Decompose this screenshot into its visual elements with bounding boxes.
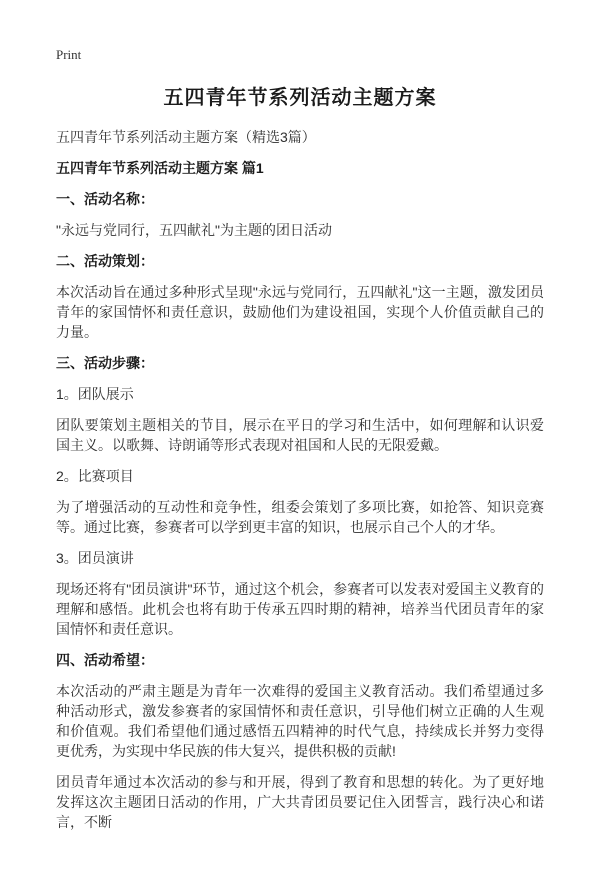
part-heading: 五四青年节系列活动主题方案 篇1 — [56, 160, 264, 176]
sub-item-1: 1。团队展示 — [56, 386, 134, 402]
paragraph: 本次活动的严肃主题是为青年一次难得的爱国主义教育活动。我们希望通过多种活动形式，激发参赛者的家国情怀和责任意识，引导他们树立正确的人生观和价值观。我们希望他们通过感悟五四精神的时代气息，持续成长并努力变得更优秀，为实现中华民族的伟大复兴，提供积极的贡献! — [56, 683, 544, 759]
paragraph: 本次活动旨在通过多种形式呈现"永远与党同行，五四献礼"这一主题，激发团员青年的家国情怀和责任意识，鼓励他们为建设祖国，实现个人价值贡献自己的力量。 — [56, 284, 544, 340]
paragraph: 为了增强活动的互动性和竞争性，组委会策划了多项比赛，如抢答、知识竞赛等。通过比赛，参赛者可以学到更丰富的知识，也展示自己个人的才华。 — [56, 499, 544, 535]
page-title: 五四青年节系列活动主题方案 — [163, 87, 437, 109]
print-button[interactable]: Print — [56, 47, 82, 62]
paragraph: "永远与党同行，五四献礼"为主题的团日活动 — [56, 222, 332, 238]
section-heading-4: 四、活动希望： — [56, 652, 154, 668]
section-heading-2: 二、活动策划： — [56, 253, 154, 269]
document-subtitle: 五四青年节系列活动主题方案（精选3篇） — [56, 129, 316, 145]
paragraph: 团员青年通过本次活动的参与和开展，得到了教育和思想的转化。为了更好地发挥这次主题团日活动的作用，广大共青团员要记住入团誓言，践行决心和诺言，不断 — [56, 774, 544, 830]
paragraph: 现场还将有"团员演讲"环节，通过这个机会，参赛者可以发表对爱国主义教育的理解和感悟。此机会也将有助于传承五四时期的精神，培养当代团员青年的家国情怀和责任意识。 — [56, 581, 544, 637]
sub-item-3: 3。团员演讲 — [56, 550, 134, 566]
section-heading-1: 一、活动名称： — [56, 191, 154, 207]
sub-item-2: 2。比赛项目 — [56, 468, 134, 484]
section-heading-3: 三、活动步骤： — [56, 355, 154, 371]
paragraph: 团队要策划主题相关的节目，展示在平日的学习和生活中，如何理解和认识爱国主义。以歌舞、诗朗诵等形式表现对祖国和人民的无限爱戴。 — [56, 417, 544, 453]
